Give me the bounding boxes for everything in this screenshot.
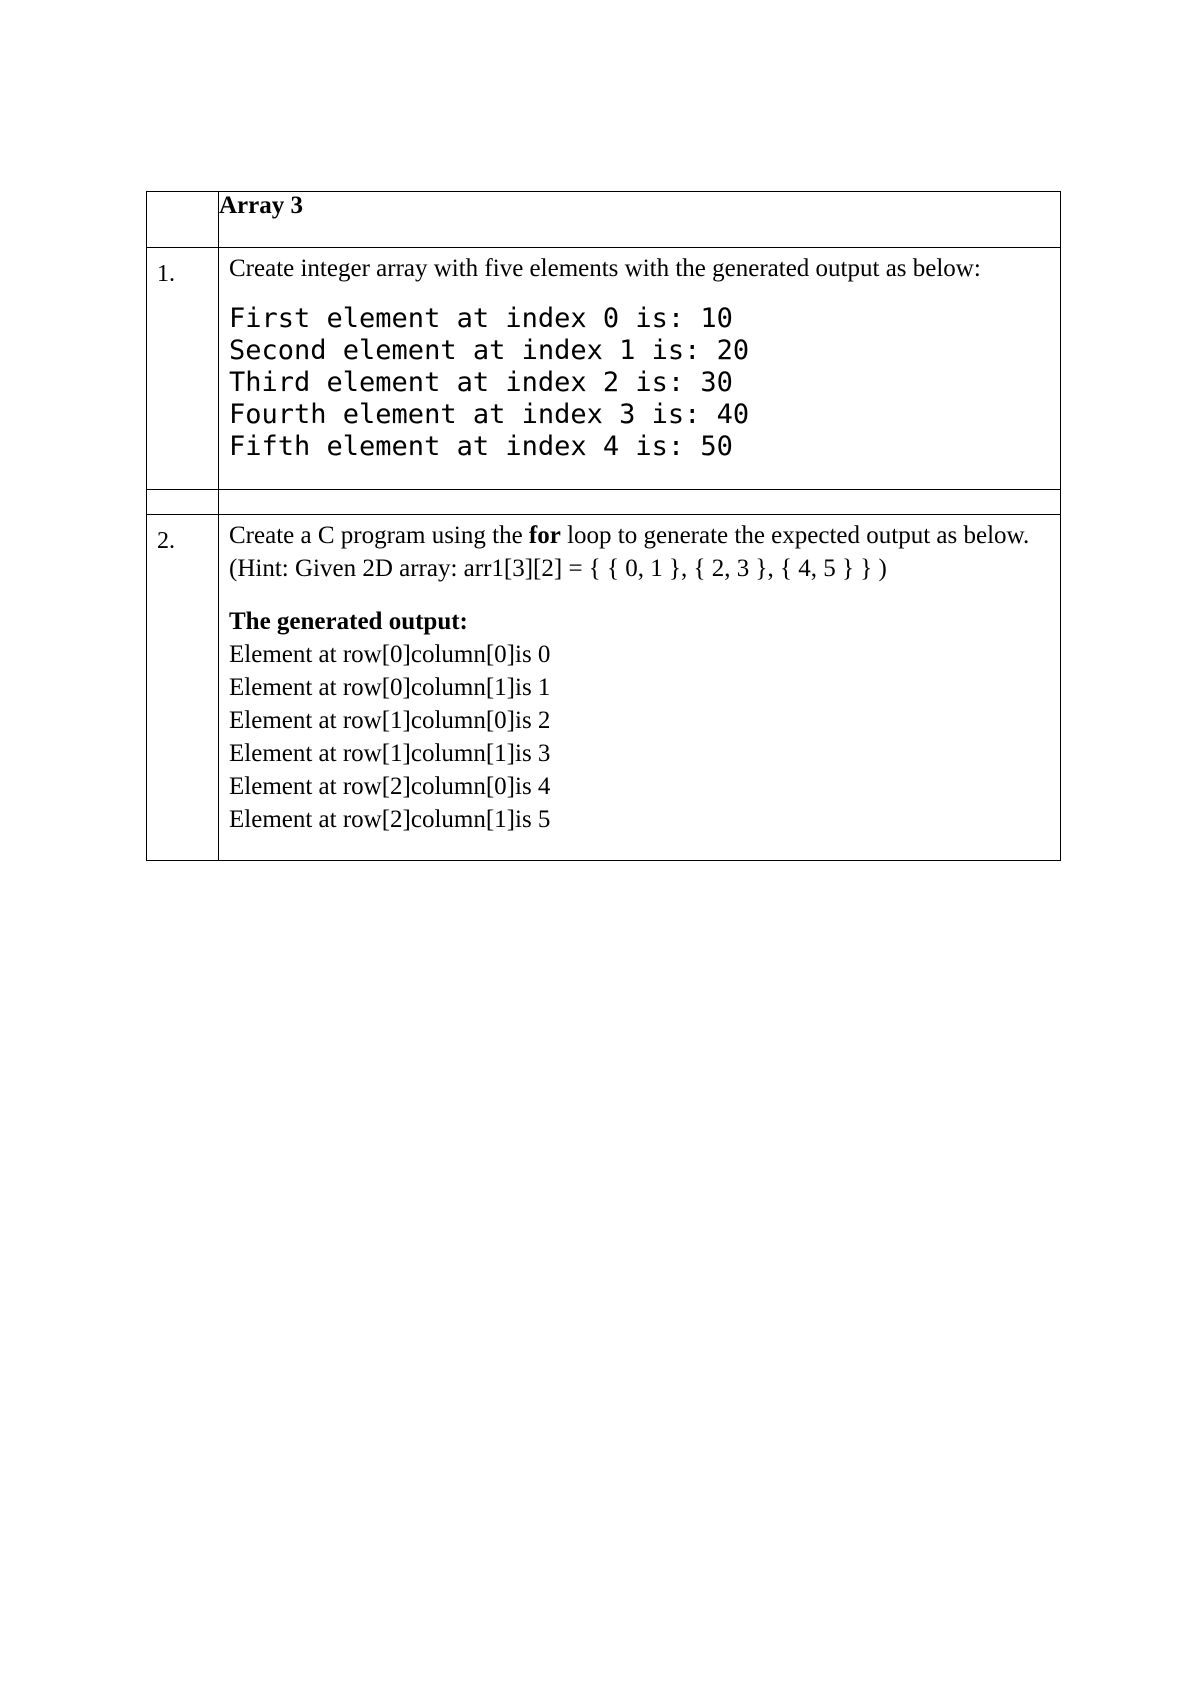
code-line: Fourth element at index 3 is: 40	[229, 399, 750, 430]
output-line: Element at row[2]column[1]is 5	[229, 806, 551, 833]
question-number-cell	[147, 248, 219, 490]
expected-output-code	[229, 303, 1042, 463]
section-title: Array 3	[219, 192, 1061, 248]
output-line: Element at row[1]column[1]is 3	[229, 740, 551, 767]
question-number-cell	[147, 515, 219, 861]
code-line: Fifth element at index 4 is: 50	[229, 431, 733, 462]
question-body-cell	[219, 515, 1061, 861]
header-number-cell	[147, 192, 219, 248]
question-row-2	[147, 515, 1061, 861]
code-line: Second element at index 1 is: 20	[229, 335, 750, 366]
output-heading: The generated output:	[229, 608, 468, 635]
question-number: 2.	[157, 528, 175, 554]
question-text: Create a C program using the for loop to generate the expected output as below. (Hint: Given 2D array: arr1[3][2] = { { 0, 1 }, { 2, 3 }, { 4, 5 } } )	[229, 522, 1030, 582]
question-text: Create integer array with five elements with the generated output as below:	[229, 255, 981, 282]
output-line: Element at row[2]column[0]is 4	[229, 773, 551, 800]
code-line: First element at index 0 is: 10	[229, 303, 733, 334]
question-body-cell	[219, 248, 1061, 490]
code-line: Third element at index 2 is: 30	[229, 367, 733, 398]
spacer-row	[147, 490, 1061, 515]
output-line: Element at row[0]column[1]is 1	[229, 674, 551, 701]
expected-output-lines	[229, 638, 1042, 836]
question-row-1	[147, 248, 1061, 490]
question-number: 1.	[157, 261, 175, 287]
output-line: Element at row[0]column[0]is 0	[229, 641, 551, 668]
output-line: Element at row[1]column[0]is 2	[229, 707, 551, 734]
table-header-row	[147, 192, 1061, 248]
exercise-table	[146, 191, 1061, 861]
keyword-for: for	[528, 522, 561, 549]
